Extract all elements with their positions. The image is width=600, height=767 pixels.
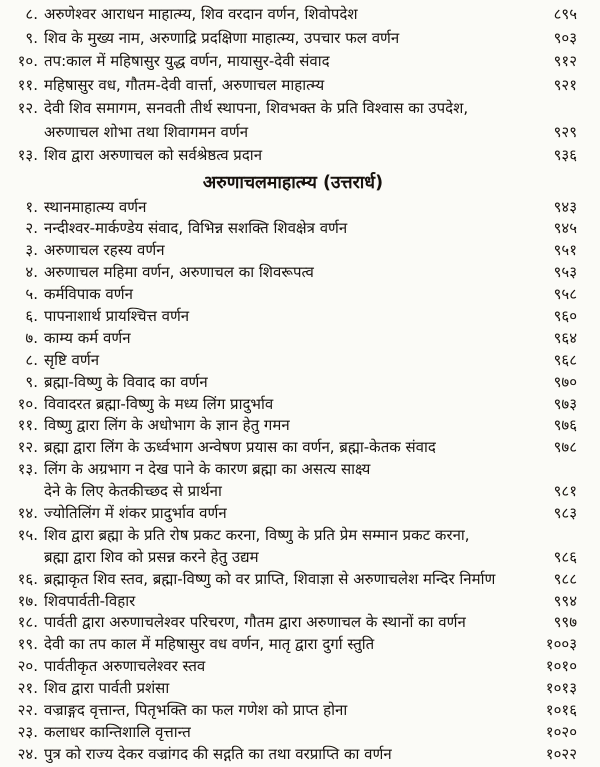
page-number: ९६८ [553,350,577,369]
toc-list [9,3,577,766]
entry-title: नन्दीश्वर-मार्कण्डेय संवाद, विभिन्न सशक्ति शिवक्षेत्र वर्णन [44,219,348,238]
entry-title: वज्राङ्गद वृत्तान्त, पितृभक्ति का फल गणेश को प्राप्त होना [44,700,348,719]
page-number: १००३ [545,635,577,654]
toc-entry-row [9,50,577,74]
entry-title: अरुणाचल शोभा तथा शिवागमन वर्णन [44,122,249,141]
toc-entry-row [9,591,577,613]
toc-entry-row [9,372,577,394]
page-number: ९४३ [553,197,577,216]
toc-entry-row [9,459,577,481]
entry-title: शिव द्वारा अरुणाचल को सर्वश्रेष्ठत्व प्रदान [44,146,263,164]
toc-entry-row [9,656,577,678]
entry-number: २. [25,219,38,238]
entry-number: ४. [25,263,38,282]
page-number: ८९५ [553,5,577,23]
entry-number: १५. [17,525,38,544]
toc-entry-row [9,503,577,525]
page-number: १०२० [545,722,577,741]
entry-title: शिव के मुख्य नाम, अरुणाद्रि प्रदक्षिणा माहात्म्य, उपचार फल वर्णन [44,28,400,47]
toc-entry-row [9,634,577,656]
page-number: ९८१ [553,482,577,501]
page-number: १०१३ [545,679,577,698]
toc-entry-row [9,722,577,744]
entry-title: पापनाशार्थ प्रायश्चित्त वर्णन [44,306,190,325]
toc-entry-row [9,262,577,284]
entry-title: विवादरत ब्रह्मा-विष्णु के मध्य लिंग प्रादुर्भाव [44,394,274,413]
toc-entry-row [9,700,577,722]
toc-entry-row [9,74,577,98]
entry-title: लिंग के अग्रभाग न देख पाने के कारण ब्रह्मा का असत्य साक्ष्य [44,460,371,479]
page-number: ९५१ [553,241,577,260]
entry-number: ८. [25,5,38,23]
entry-title: ब्रह्मा द्वारा लिंग के ऊर्ध्वभाग अन्वेषण प्रयास का वर्णन, ब्रह्मा-केतक संवाद [44,438,436,457]
entry-number: २३. [17,722,38,741]
page-number: ९७३ [553,394,577,413]
page-number: ९६० [553,306,577,325]
page-number: ९७० [553,372,577,391]
page-number: ९८६ [553,547,577,566]
toc-entry-row [9,197,577,219]
entry-title: कर्मविपाक वर्णन [44,285,133,304]
toc-entry-row [9,394,577,416]
page-number: ९८३ [553,503,577,522]
toc-section-uttarardh [9,170,577,766]
entry-title: अरुणाचल रहस्य वर्णन [44,241,165,260]
toc-entry-row [9,144,577,168]
toc-entry-row [9,569,577,591]
toc-entry-row [9,3,577,27]
toc-entry-row [9,27,577,51]
toc-entry-row [9,240,577,262]
entry-number: १३. [17,460,38,479]
entry-number: १७. [17,591,38,610]
entry-title: देवी का तप काल में महिषासुर वध वर्णन, मातृ द्वारा दुर्गा स्तुति [44,635,375,654]
toc-entry-row [9,218,577,240]
entry-number: ९. [25,372,38,391]
entry-number: १६. [17,569,38,588]
entry-title: ब्रह्माकृत शिव स्तव, ब्रह्मा-विष्णु को वर प्राप्ति, शिवाज्ञा से अरुणाचलेश मन्दिर निर्माण [44,569,496,588]
page-number: ९६४ [553,328,577,347]
section-heading: अरुणाचलमाहात्म्य (उत्तरार्ध) [202,172,384,193]
page-number: ९३६ [553,146,577,164]
page-number: ९५८ [553,285,577,304]
entry-number: ६. [25,306,38,325]
entry-number: ११. [17,75,38,94]
toc-entry-row [9,481,577,503]
page-number: ९१२ [553,52,577,70]
entry-title: तप:काल में महिषासुर युद्ध वर्णन, मायासुर-देवी संवाद [44,52,330,70]
entry-number: २१. [17,679,38,698]
entry-number: २०. [17,657,38,676]
toc-entry-row [9,306,577,328]
toc-entry-row [9,284,577,306]
entry-title: महिषासुर वध, गौतम-देवी वार्त्ता, अरुणाचल माहात्म्य [44,75,325,94]
toc-entry-row [9,525,577,547]
entry-number: ८. [25,350,38,369]
page-number: १०१० [545,657,577,676]
entry-number: १८. [17,613,38,632]
entry-number: ३. [25,241,38,260]
entry-title: ब्रह्मा द्वारा शिव को प्रसन्न करने हेतु उद्यम [44,547,259,566]
toc-entry-row [9,437,577,459]
entry-title: ब्रह्मा-विष्णु के विवाद का वर्णन [44,372,208,391]
toc-entry-row [9,350,577,372]
page-number: १०१६ [545,700,577,719]
entry-title: पार्वतीकृत अरुणाचलेश्वर स्तव [44,657,206,676]
entry-number: ७. [25,328,38,347]
page-number: ९२१ [553,75,577,94]
page-number: १०२२ [545,744,577,763]
toc-entry-row [9,328,577,350]
toc-entry-row [9,612,577,634]
entry-number: १०. [17,52,38,70]
toc-entry-row [9,415,577,437]
entry-title: अरुणाचल महिमा वर्णन, अरुणाचल का शिवरूपत्व [44,263,314,282]
entry-title: देवी शिव समागम, सनवती तीर्थ स्थापना, शिवभक्त के प्रति विश्वास का उपदेश, [44,99,469,117]
toc-entry-row [9,744,577,766]
entry-title: ज्योतिलिंग में शंकर प्रादुर्भाव वर्णन [44,503,227,522]
entry-number: २२. [17,700,38,719]
toc-entry-row [9,547,577,569]
toc-entry-row [9,678,577,700]
page-number: ९८८ [553,569,577,588]
entry-title: काम्य कर्म वर्णन [44,328,131,347]
entry-number: १३. [17,146,38,164]
entry-number: १४. [17,503,38,522]
entry-number: १२. [17,99,38,117]
toc-entry-row [9,97,577,121]
entry-title: विष्णु द्वारा लिंग के अधोभाग के ज्ञान हेतु गमन [44,416,290,435]
entry-title: शिव द्वारा ब्रह्मा के प्रति रोष प्रकट करना, विष्णु के प्रति प्रेम सम्मान प्रकट करना, [44,525,470,544]
entry-number: १२. [17,438,38,457]
entry-title: शिव द्वारा पार्वती प्रशंसा [44,679,170,698]
entry-number: ९. [25,28,38,47]
page-number: ९७८ [553,438,577,457]
entry-title: कलाधर कान्तिशालि वृत्तान्त [44,722,191,741]
entry-title: पुत्र को राज्य देकर वज्रांगद की सद्गति का तथा वरप्राप्ति का वर्णन [44,744,392,763]
entry-number: ५. [25,285,38,304]
page-number: ९९७ [553,613,577,632]
page-number: ९२९ [553,122,577,141]
toc-section-purvardh-continued [9,3,577,168]
entry-number: १. [25,197,38,216]
entry-number: २४. [17,744,38,763]
entry-title: शिवपार्वती-विहार [44,591,136,610]
page-number: ९४५ [553,219,577,238]
entry-number: १०. [17,394,38,413]
entry-title: देने के लिए केतकीच्छद से प्रार्थना [44,482,222,501]
page-number: ९०३ [553,28,577,47]
entry-number: १९. [17,635,38,654]
entry-title: अरुणेश्वर आराधन माहात्म्य, शिव वरदान वर्णन, शिवोपदेश [44,5,358,23]
page-number: ९७६ [553,416,577,435]
entry-title: स्थानमाहात्म्य वर्णन [44,197,147,216]
entry-title: पार्वती द्वारा अरुणाचलेश्वर परिचरण, गौतम द्वारा अरुणाचल के स्थानों का वर्णन [44,613,466,632]
page-number: ९५३ [553,263,577,282]
toc-entry-row [9,121,577,145]
entry-title: सृष्टि वर्णन [44,350,100,369]
page-number: ९९४ [553,591,577,610]
entry-number: ११. [17,416,38,435]
